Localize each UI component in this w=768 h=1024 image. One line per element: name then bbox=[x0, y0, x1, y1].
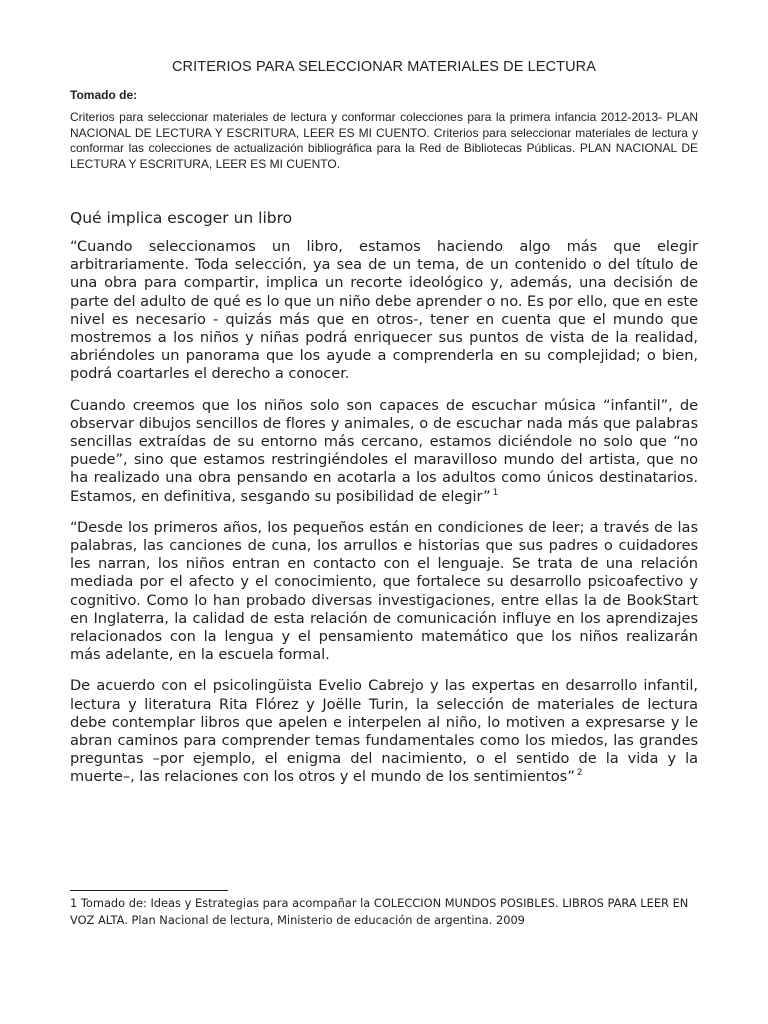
paragraph-text: Cuando creemos que los niños solo son capaces de escuchar música “infantil”, de observar dibujos sencillos de flores y animales, o de escuchar nada más que palabras sencillas extraídas de su entorno más cercano, estamos diciéndole no solo que “no puede”, sino que estamos restringiéndoles el maravilloso mundo del artista, que no ha realizado una obra pensando en acotarla a los adultos como únicos destinatarios. Estamos, en definitiva, sesgando su posibilidad de elegir” bbox=[70, 396, 698, 505]
paragraph-text: “Cuando seleccionamos un libro, estamos haciendo algo más que elegir arbitrariamente. Toda selección, ya sea de un tema, de un contenido o del título de una obra para compartir, implica un recorte ideológico y, además, una decisión de parte del adulto de qué es lo que un niño debe aprender o no. Es por ello, que en este nivel es necesario - quizás más que en otros-, tener en cuenta que el mundo que mostremos a los niños y niñas podrá enriquecer sus puntos de vista de la realidad, abriéndoles un panorama que los ayude a comprenderla en su complejidad; o bien, podrá coartarles el derecho a conocer. bbox=[70, 238, 698, 383]
body-text bbox=[70, 238, 698, 800]
footnote-reference[interactable]: 2 bbox=[576, 768, 583, 779]
footnote-reference[interactable]: 1 bbox=[492, 487, 499, 498]
source-label: Tomado de: bbox=[70, 88, 138, 102]
page-title: CRITERIOS PARA SELECCIONAR MATERIALES DE LECTURA bbox=[171, 59, 597, 75]
paragraph-text: De acuerdo con el psicolingüista Evelio Cabrejo y las expertas en desarrollo infantil, lectura y literatura Rita Flórez y Joëlle Turin, la selección de materiales de lectura debe contemplar libros que apelen e interpelen al niño, lo motiven a expresarse y le abran caminos para comprender temas fundamentales como los miedos, las grandes preguntas –por ejemplo, el enigma del nacimiento, o el sentido de la vida y la muerte–, las relaciones con los otros y el mundo de los sentimientos” bbox=[70, 677, 698, 786]
section-heading: Qué implica escoger un libro bbox=[70, 209, 293, 227]
paragraph-text: “Desde los primeros años, los pequeños están en condiciones de leer; a través de las palabras, las canciones de cuna, los arrullos e historias que sus padres o cuidadores les narran, los niños entran en contacto con el lenguaje. Se trata de una relación mediada por el afecto y el conocimiento, que fortalece su desarrollo psicoafectivo y cognitivo. Como lo han probado diversas investigaciones, entre ellas la de BookStart en Inglaterra, la calidad de esta relación de comunicación influye en los aprendizajes relacionados con la lengua y el pensamiento matemático que los niños realizarán más adelante, en la escuela formal. bbox=[70, 518, 698, 664]
source-citation: Criterios para seleccionar materiales de lectura y conformar colecciones para la primera infancia 2012-2013- PLAN NACIONAL DE LECTURA Y ESCRITURA, LEER ES MI CUENTO. Criterios para seleccionar materiales de lectura y conformar las colecciones de actualización bibliográfica para la Red de Bibliotecas Públicas. PLAN NACIONAL DE LECTURA Y ESCRITURA, LEER ES MI CUENTO. bbox=[70, 110, 698, 171]
footnote: 1 Tomado de: Ideas y Estrategias para acompañar la COLECCION MUNDOS POSIBLES. LIBROS PARA LEER EN VOZ ALTA. Plan Nacional de lectura, Ministerio de educación de argentina. 2009 bbox=[70, 896, 689, 927]
paragraph bbox=[70, 519, 698, 665]
paragraph bbox=[70, 238, 698, 384]
footnote-divider bbox=[70, 890, 228, 891]
paragraph bbox=[70, 677, 698, 786]
paragraph bbox=[70, 397, 698, 506]
